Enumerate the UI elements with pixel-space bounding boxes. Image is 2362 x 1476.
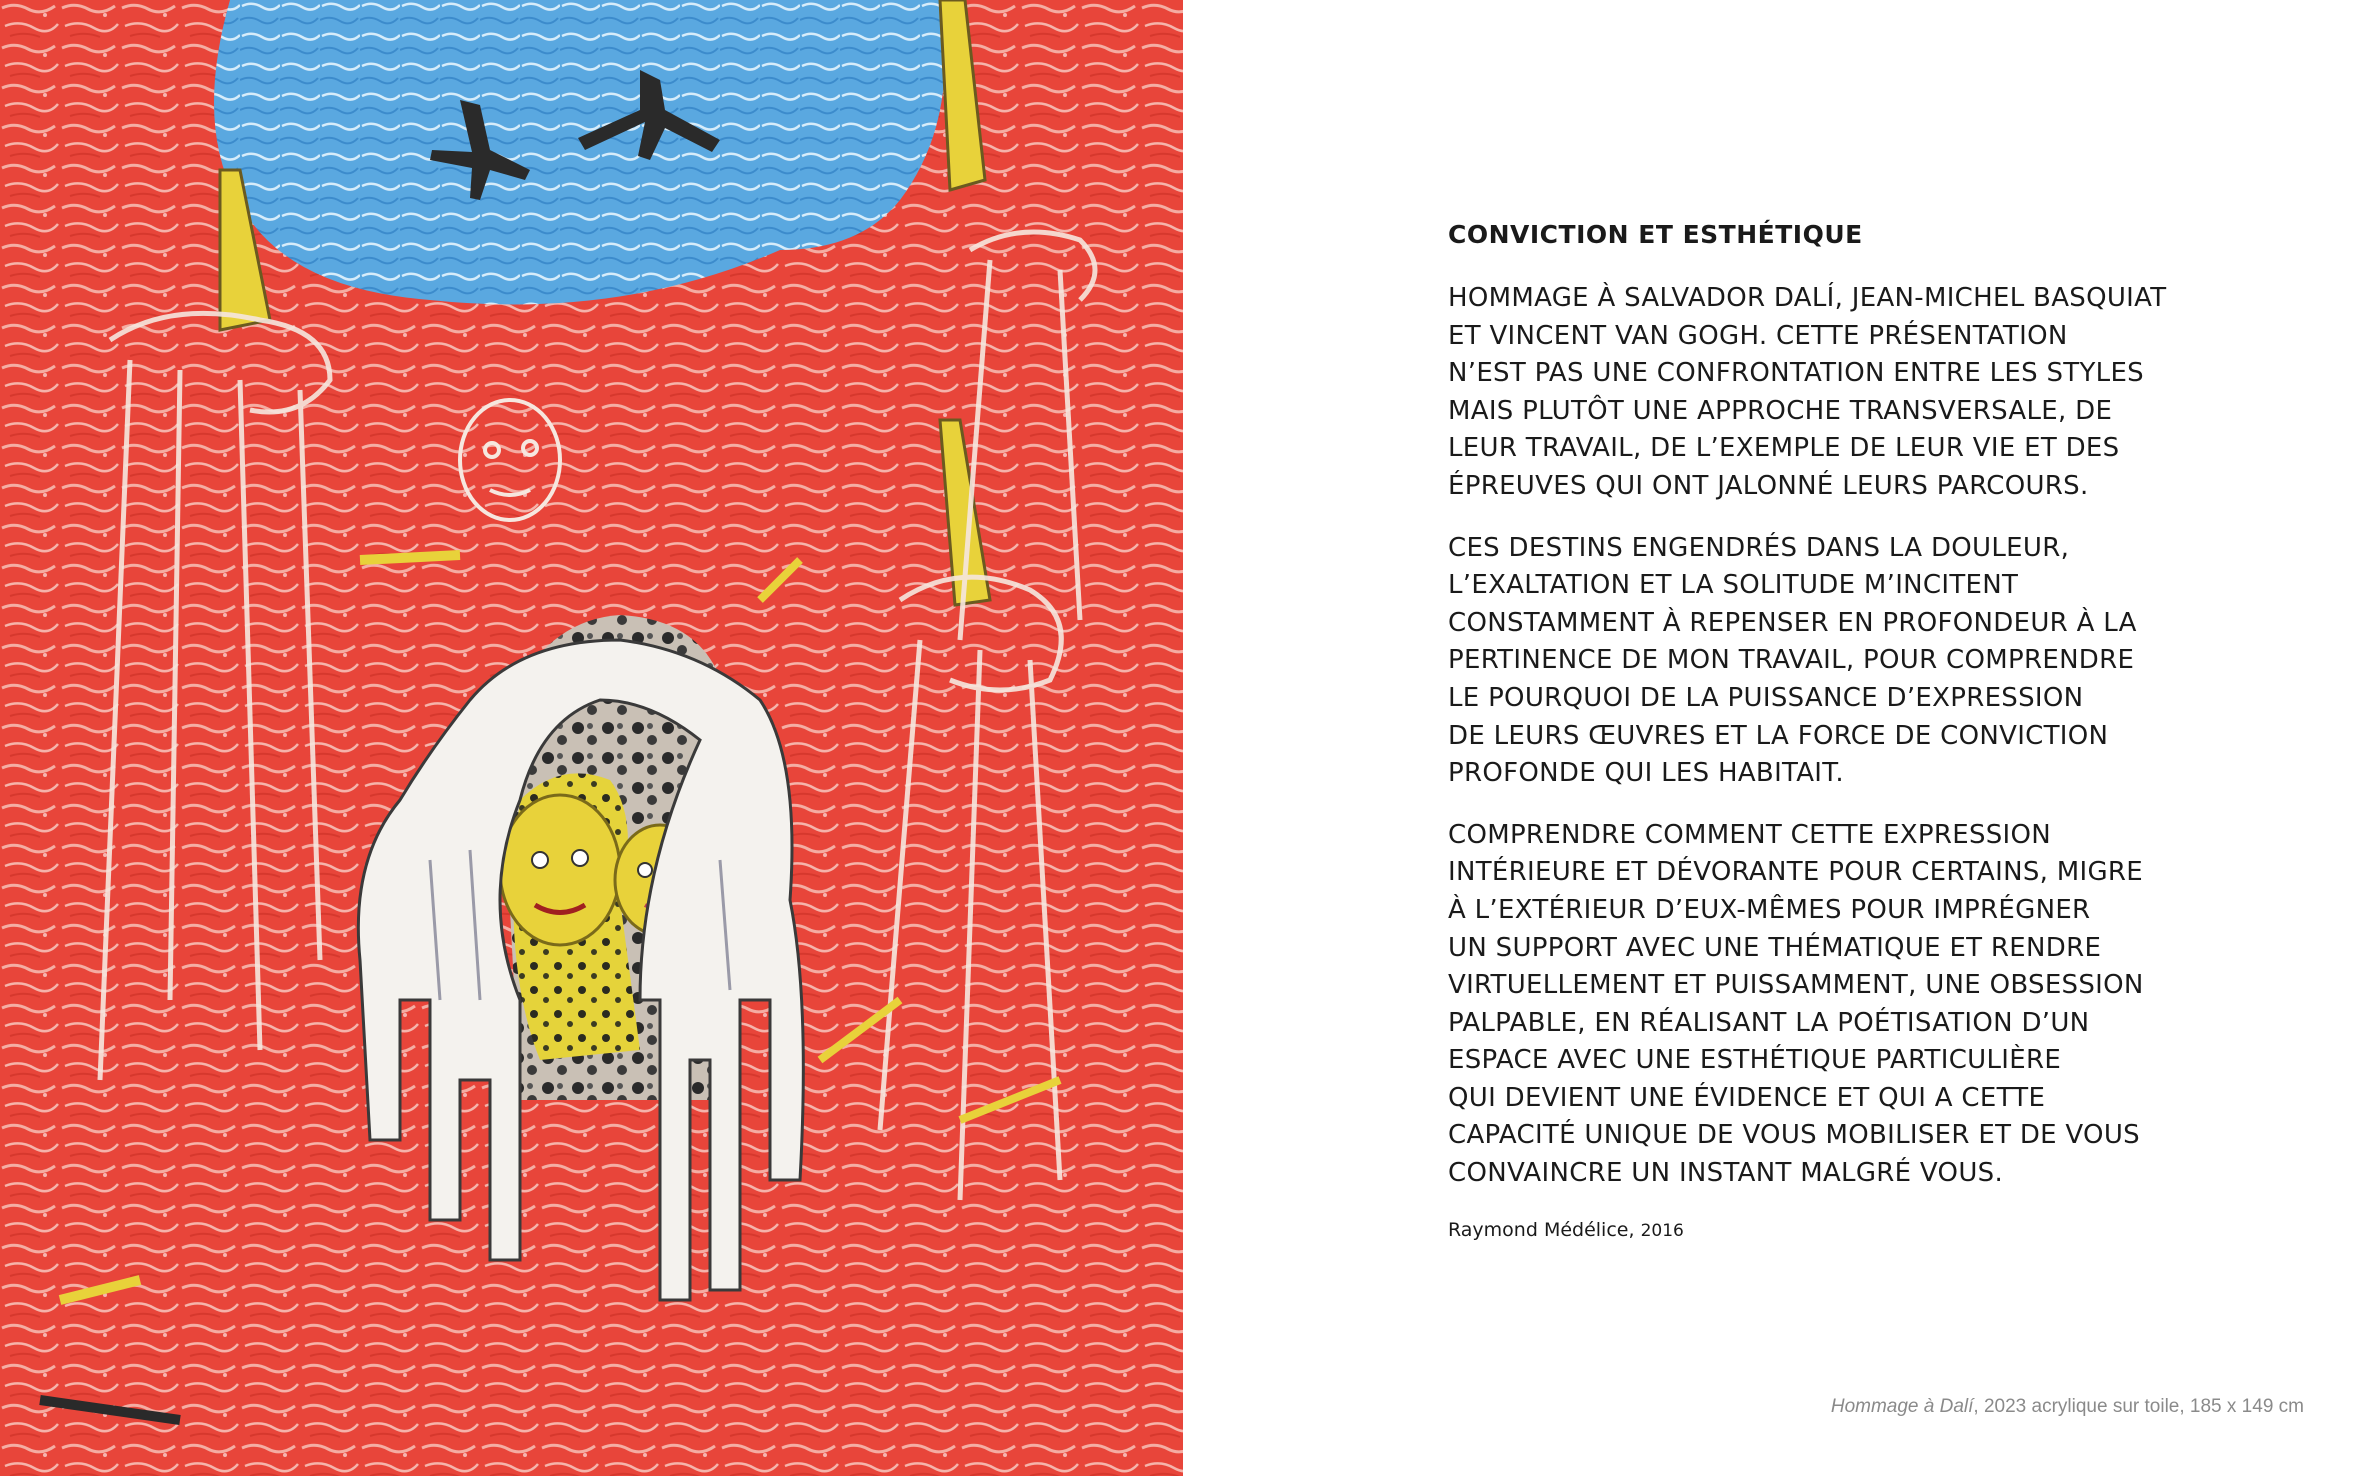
essay-paragraph-2: CES DESTINS ENGENDRÉS DANS LA DOULEUR, L’EXALTATION ET LA SOLITUDE M’INCITENT CONSTAMMENT À REPENSER EN PROFONDEUR À LA PERTINENCE DE MON TRAVAIL, POUR COMPRENDRE LE POURQUOI DE LA PUISSANCE D’EXPRESSION DE LEURS ŒUVRES ET LA FORCE DE CONVICTION PROFONDE QUI LES HABITAIT. bbox=[1448, 532, 2137, 789]
signature-name: Raymond Médélice, bbox=[1448, 1218, 1635, 1241]
essay-paragraph-1: HOMMAGE À SALVADOR DALÍ, JEAN-MICHEL BASQUIAT ET VINCENT VAN GOGH. CETTE PRÉSENTATION N’EST PAS UNE CONFRONTATION ENTRE LES STYLES MAIS PLUTÔT UNE APPROCHE TRANSVERSALE, DE LEUR TRAVAIL, DE L’EXEMPLE DE LEUR VIE ET DES ÉPREUVES QUI ONT JALONNÉ LEURS PARCOURS. bbox=[1448, 283, 2167, 501]
essay-paragraph-3: COMPRENDRE COMMENT CETTE EXPRESSION INTÉRIEURE ET DÉVORANTE POUR CERTAINS, MIGRE À L’EXTÉRIEUR D’EUX-MÊMES POUR IMPRÉGNER UN SUPPORT AVEC UNE THÉMATIQUE ET RENDRE VIRTUELLEMENT ET PUISSAMMENT, UNE OBSESSION PALPABLE, EN RÉALISANT LA POÉTISATION D’UN ESPACE AVEC UNE ESTHÉTIQUE PARTICULIÈRE QUI DEVIENT UNE ÉVIDENCE ET QUI A CETTE CAPACITÉ UNIQUE DE VOUS MOBILISER ET DE VOUS CONVAINCRE UN INSTANT MALGRÉ VOUS. bbox=[1448, 819, 2144, 1189]
caption-title: Hommage à Dalí bbox=[1830, 1396, 1974, 1417]
artwork-caption bbox=[1831, 1396, 2304, 1418]
caption-details: , 2023 acrylique sur toile, 185 x 149 cm bbox=[1973, 1396, 2304, 1417]
essay-signature bbox=[1448, 1217, 2168, 1244]
signature-year: 2016 bbox=[1640, 1220, 1684, 1241]
essay-heading: CONVICTION ET ESTHÉTIQUE bbox=[1448, 220, 1863, 249]
essay-column bbox=[1448, 218, 2168, 1244]
